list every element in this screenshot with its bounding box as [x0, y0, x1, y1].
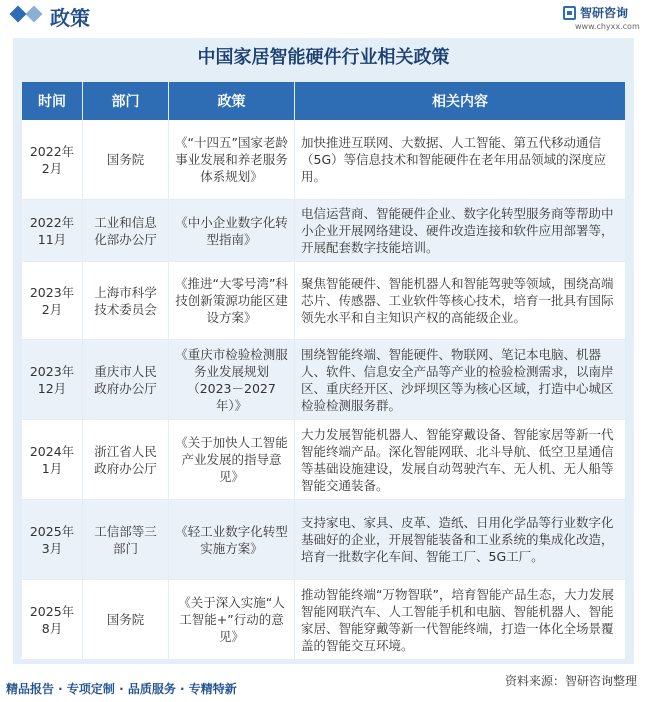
table-row	[22, 420, 625, 500]
cell-dept: 浙江省人民政府办公厅	[83, 420, 169, 500]
column-header-content: 相关内容	[295, 82, 625, 120]
cell-dept: 工信部等三部门	[83, 500, 169, 580]
cell-time: 2022年2月	[22, 120, 83, 200]
cell-content: 电信运营商、智能硬件企业、数字化转型服务商等帮助中小企业开展网络建设、硬件改造连接和软件应用部署等，开展配套数字技能培训。	[295, 200, 625, 262]
table-title: 中国家居智能硬件行业相关政策	[197, 47, 450, 68]
cell-policy: 《推进“大零号湾”科技创新策源功能区建设方案》	[169, 262, 295, 340]
cell-time: 2023年2月	[22, 262, 83, 340]
cell-time: 2022年11月	[22, 200, 83, 262]
diamond-icon	[10, 6, 27, 23]
cell-time: 2024年1月	[22, 420, 83, 500]
cell-dept: 工业和信息化部办公厅	[83, 200, 169, 262]
table-row	[22, 500, 625, 580]
cell-dept: 国务院	[83, 120, 169, 200]
column-header-time: 时间	[22, 82, 83, 120]
brand-name: 智研咨询	[580, 6, 629, 20]
section-title: 政策	[50, 6, 90, 30]
cell-content: 支持家电、家具、皮革、造纸、日用化学品等行业数字化基础好的企业，开展智能装备和工业系统的集成化改造，培育一批数字化车间、智能工厂、5G工厂。	[295, 500, 625, 580]
diamond-icon-secondary	[26, 6, 43, 23]
cell-dept: 国务院	[83, 580, 169, 660]
cell-content: 围绕智能终端、智能硬件、物联网、笔记本电脑、机器人、软件、信息安全产品等产业的检验检测需求，以南岸区、重庆经开区、沙坪坝区等为核心区域，打造中心城区检验检测服务群。	[295, 340, 625, 420]
cell-content: 大力发展智能机器人、智能穿戴设备、智能家居等新一代智能终端产品。深化智能网联、北斗导航、低空卫星通信等基础设施建设，发展自动驾驶汽车、无人机、无人船等智能交通装备。	[295, 420, 625, 500]
table-row	[22, 200, 625, 262]
policy-table	[22, 82, 625, 660]
page-footer	[0, 672, 647, 702]
table-row	[22, 580, 625, 660]
cell-time: 2025年8月	[22, 580, 83, 660]
brand-logo-icon	[563, 6, 576, 20]
cell-policy: 《重庆市检验检测服务业发展规划（2023－2027年）》	[169, 340, 295, 420]
cell-content: 聚焦智能硬件、智能机器人和智能驾驶等领域，围绕高端芯片、传感器、工业软件等核心技术，培育一批具有国际领先水平和自主知识产权的高能级企业。	[295, 262, 625, 340]
table-header-row	[22, 82, 625, 120]
cell-dept: 重庆市人民政府办公厅	[83, 340, 169, 420]
footer-source: 资料来源：智研咨询整理	[504, 674, 637, 688]
cell-dept: 上海市科学技术委员会	[83, 262, 169, 340]
footer-slogan: 精品报告 · 专项定制 · 品质服务 · 专精特新	[6, 682, 237, 696]
column-header-dept: 部门	[83, 82, 169, 120]
cell-content: 推动智能终端“万物智联”，培育智能产品生态，大力发展智能网联汽车、人工智能手机和电脑、智能机器人、智能家居、智能穿戴等新一代智能终端，打造一体化全场景覆盖的智能交互环境。	[295, 580, 625, 660]
cell-policy: 《中小企业数字化转型指南》	[169, 200, 295, 262]
cell-policy: 《关于深入实施“人工智能+”行动的意见》	[169, 580, 295, 660]
column-header-policy: 政策	[169, 82, 295, 120]
table-row	[22, 340, 625, 420]
cell-time: 2023年12月	[22, 340, 83, 420]
cell-time: 2025年3月	[22, 500, 83, 580]
page-header	[0, 0, 647, 34]
table-row	[22, 262, 625, 340]
cell-policy: 《关于加快人工智能产业发展的指导意见》	[169, 420, 295, 500]
cell-policy: 《“十四五”国家老龄事业发展和养老服务体系规划》	[169, 120, 295, 200]
cell-content: 加快推进互联网、大数据、人工智能、第五代移动通信（5G）等信息技术和智能硬件在老年用品领域的深度应用。	[295, 120, 625, 200]
table-row	[22, 120, 625, 200]
cell-policy: 《轻工业数字化转型实施方案》	[169, 500, 295, 580]
brand-url: www.chyxx.com	[575, 22, 640, 31]
